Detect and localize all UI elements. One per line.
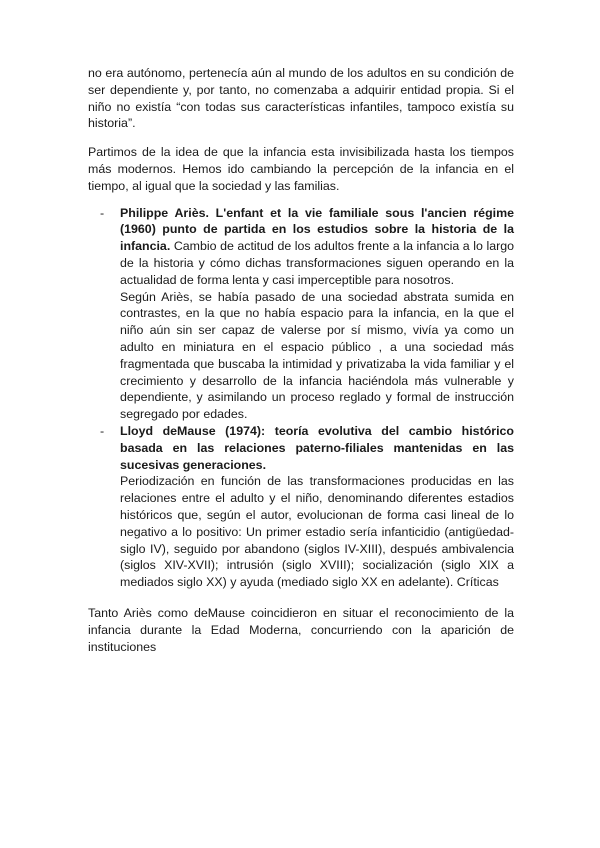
context-paragraph: Partimos de la idea de que la infancia esta invisibilizada hasta los tiempos más modernos. Hemos ido cambiando la percepción de la infancia en el tiempo, al igual que la sociedad y las familias.	[88, 145, 514, 193]
list-item-demause	[88, 423, 514, 591]
list-item-aries	[88, 205, 514, 423]
list-bullet: -	[100, 205, 105, 220]
demause-detail: Periodización en función de las transformaciones producidas en las relaciones entre el adulto y el niño, denominando diferentes estadios históricos que, según el autor, evolucionan de forma casi lineal de lo negativo a lo positivo: Un primer estadio sería infanticidio (antigüedad-siglo IV), seguido por abandono (siglos IV-XIII), después ambivalencia (siglos XIV-XVII); intrusión (siglo XVIII); socialización (siglo XIX a mediados siglo XX) y ayuda (mediado siglo XX en adelante). Críticas	[120, 474, 514, 590]
demause-heading: Lloyd deMause (1974): teoría evolutiva del cambio histórico basada en las relaciones paterno-filiales mantenidas en las sucesivas generaciones.	[120, 423, 514, 472]
aries-summary: Cambio de actitud de los adultos frente a la infancia a lo largo de la historia y cómo dichas transformaciones siguen operando en la actualidad de forma lenta y casi imperceptible para nosotros.	[120, 239, 514, 287]
list-bullet: -	[100, 423, 105, 438]
intro-paragraph: no era autónomo, pertenecía aún al mundo de los adultos en su condición de ser dependiente y, por tanto, no comenzaba a adquirir entidad propia. Si el niño no existía “con todas sus características infantiles, tampoco existía su historia”.	[88, 66, 514, 131]
aries-heading: Philippe Ariès. L'enfant et la vie familiale sous l'ancien régime (1960) punto de partida en los estudios sobre la historia de la infancia.	[120, 205, 514, 254]
list-item-body	[120, 205, 514, 423]
authors-list	[88, 205, 514, 591]
closing-paragraph: Tanto Ariès como deMause coincidieron en situar el reconocimiento de la infancia durante la Edad Moderna, concurriendo con la aparición de instituciones	[88, 605, 514, 654]
document-page	[88, 65, 514, 655]
list-item-body	[120, 423, 514, 591]
aries-detail: Según Ariès, se había pasado de una sociedad abstrata sumida en contrastes, en la que no había espacio para la infancia, en la que el niño aún sin ser capaz de valerse por sí mismo, vivía ya como un adulto en miniatura en el espacio público , a una sociedad más fragmentada que buscaba la intimidad y privatizaba la vida familiar y el crecimiento y desarrollo de la infancia haciéndola más vulnerable y dependiente, y asimilando un proceso reglado y formal de instrucción segregado por edades.	[120, 289, 514, 422]
